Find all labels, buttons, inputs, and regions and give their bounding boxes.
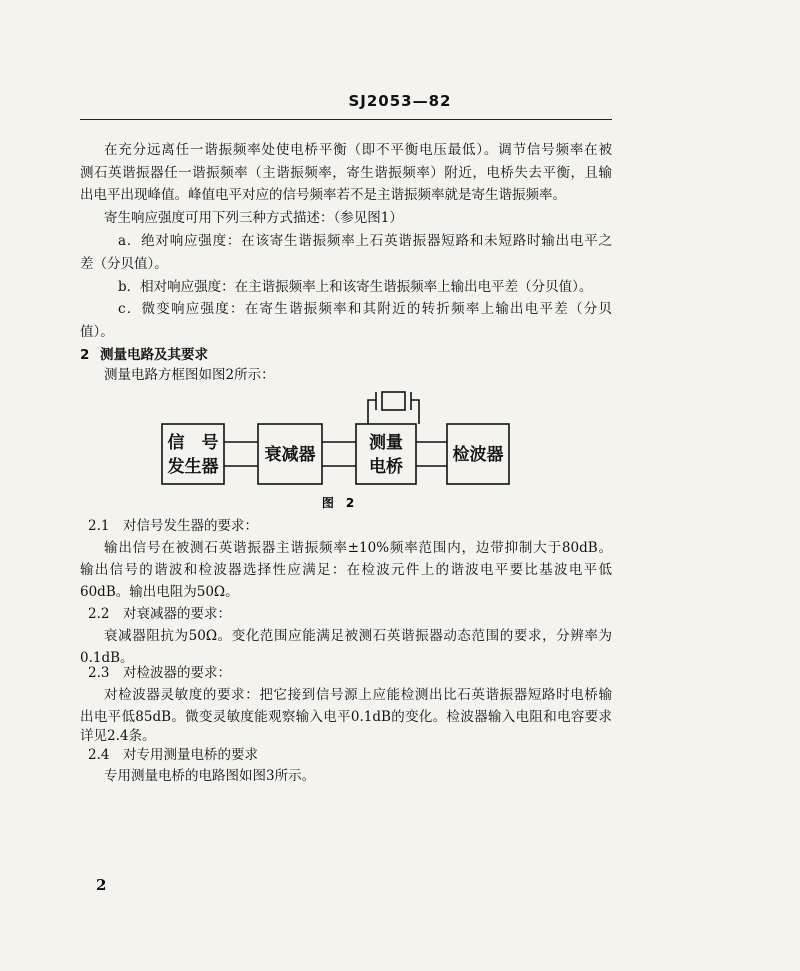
list-item-a: a．绝对响应强度：在该寄生谐振频率上石英谐振器短路和未短路时输出电平之 xyxy=(118,233,612,249)
paragraph-line: 出电平出现峰值。峰值电平对应的信号频率若不是主谐振频率就是寄生谐振频率。 xyxy=(80,187,566,203)
detector-label: 检波器 xyxy=(452,445,504,465)
paragraph-line: 专用测量电桥的电路图如图3所示。 xyxy=(104,768,316,784)
bridge-label-2: 电桥 xyxy=(369,457,403,477)
paragraph-line: 出电平低85dB。微变灵敏度能观察输入电平0.1dB的变化。检波器输入电阻和电容要求 xyxy=(80,709,612,725)
paragraph-line: 详见2.4条。 xyxy=(80,728,156,744)
paragraph-line: 0.1dB。 xyxy=(80,650,134,666)
list-item-b: b．相对响应强度：在主谐振频率上和该寄生谐振频率上输出电平差（分贝值）。 xyxy=(118,279,593,295)
bridge-label-1: 测量 xyxy=(369,433,403,453)
page-number: 2 xyxy=(96,876,107,894)
subsection-title: 2.1 对信号发生器的要求： xyxy=(88,518,258,534)
section-number: 2 xyxy=(80,347,90,363)
standard-code-header: SJ2053—82 xyxy=(348,92,452,110)
paragraph-line: 60dB。输出电阻为50Ω。 xyxy=(80,584,239,600)
subsection-title: 2.2 对衰减器的要求： xyxy=(88,606,231,622)
attenuator-label: 衰减器 xyxy=(264,445,316,465)
crystal-resonator-icon xyxy=(382,392,405,410)
subsection-title: 2.4 对专用测量电桥的要求 xyxy=(88,747,258,763)
paragraph-line: 在充分远离任一谐振频率处使电桥平衡（即不平衡电压最低）。调节信号频率在被 xyxy=(104,142,612,158)
list-item-c-cont: 值）。 xyxy=(80,324,114,340)
list-item-c: c．微变响应强度：在寄生谐振频率和其附近的转折频率上输出电平差（分贝 xyxy=(118,301,612,317)
paragraph-line: 寄生响应强度可用下列三种方式描述：（参见图1） xyxy=(104,210,403,226)
paragraph-line: 测量电路方框图如图2所示： xyxy=(104,367,275,383)
paragraph-line: 衰减器阻抗为50Ω。变化范围应能满足被测石英谐振器动态范围的要求，分辨率为 xyxy=(104,628,612,644)
paragraph-line: 对检波器灵敏度的要求：把它接到信号源上应能检测出比石英谐振器短路时电桥输 xyxy=(104,687,612,703)
signal-generator-label-2: 发生器 xyxy=(167,457,219,477)
paragraph-line: 测石英谐振器任一谐振频率（主谐振频率，寄生谐振频率）附近，电桥失去平衡，且输 xyxy=(80,165,612,181)
signal-generator-label-1: 信 号 xyxy=(167,433,219,453)
paragraph-line: 输出信号在被测石英谐振器主谐振频率±10%频率范围内，边带抑制大于80dB。 xyxy=(104,540,612,556)
subsection-title: 2.3 对检波器的要求： xyxy=(88,665,231,681)
list-item-a-cont: 差（分贝值）。 xyxy=(80,256,168,272)
section-title: 测量电路及其要求 xyxy=(100,347,208,363)
figure-caption: 图 2 xyxy=(321,496,355,510)
paragraph-line: 输出信号的谐波和检波器选择性应满足：在检波元件上的谐波电平要比基波电平低 xyxy=(80,562,612,578)
